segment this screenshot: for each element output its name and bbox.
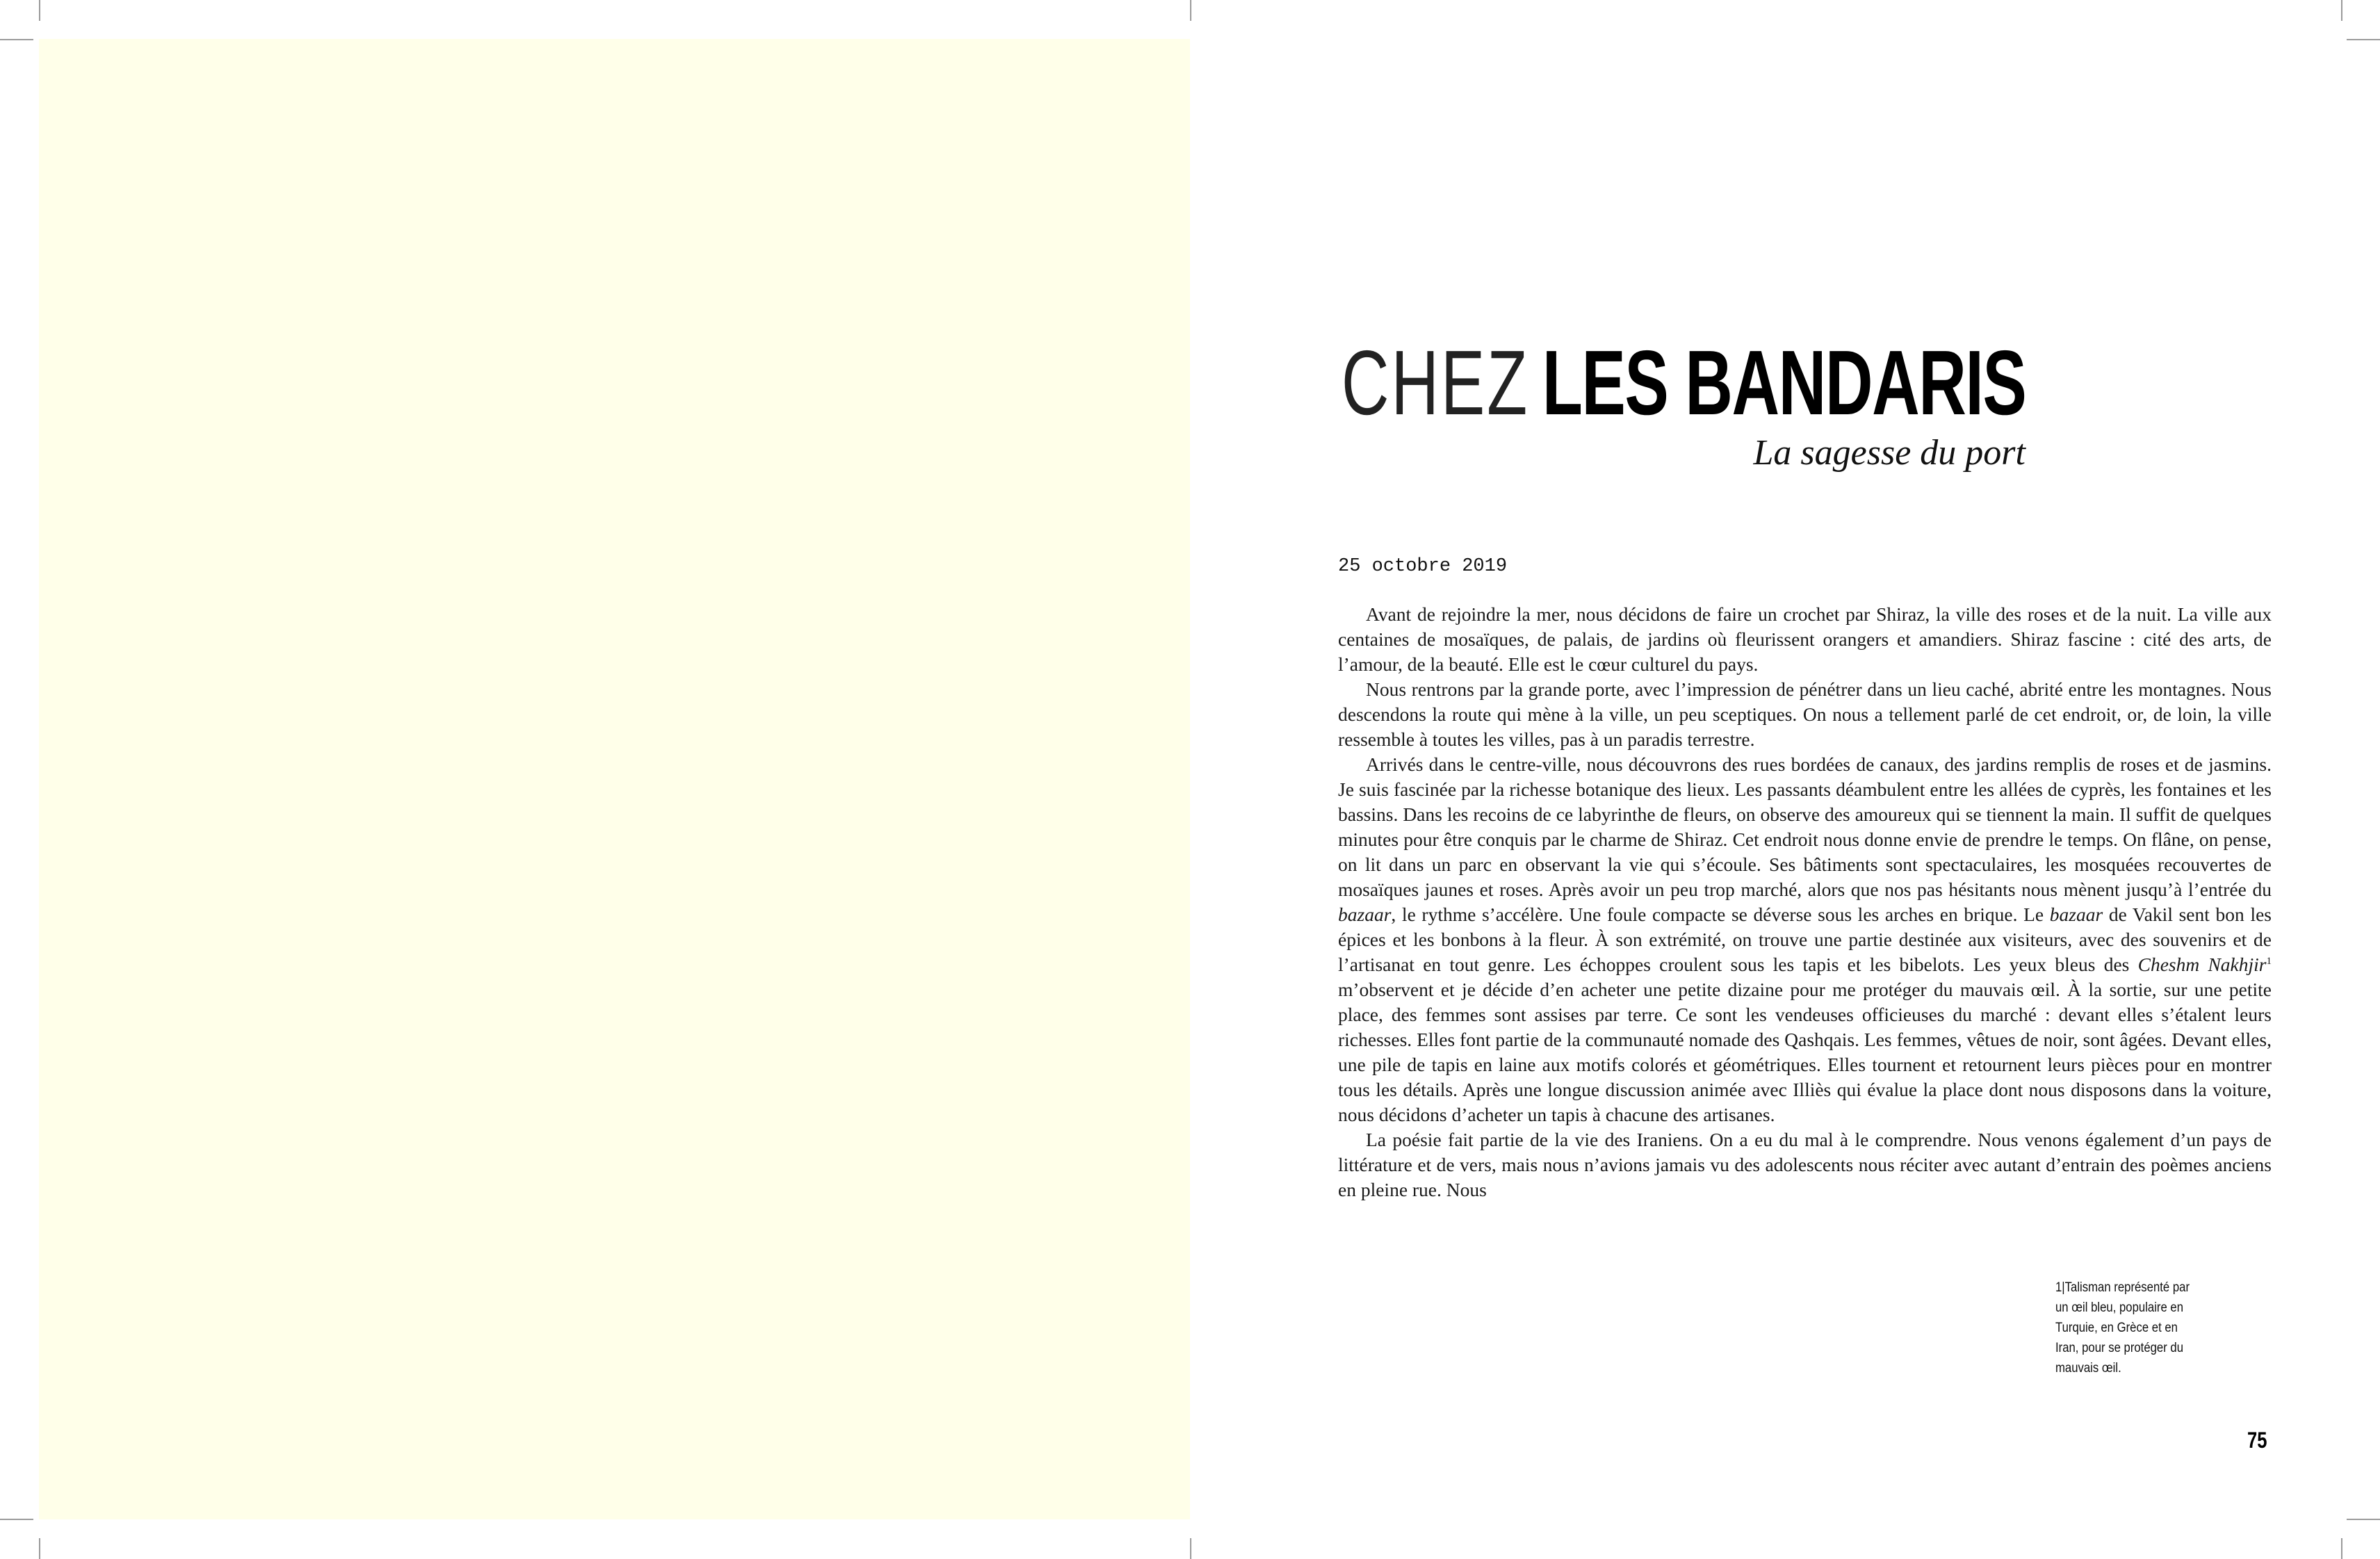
text-segment: La poésie fait partie de la vie des Iraniens. On a eu du mal à le comprendre. Nous venons également d’un pays de littérature et de vers, mais nous n’avions jamais vu des adolescents nous réciter avec autant d’entrain des poèmes anciens en pleine rue. Nous <box>1338 1129 2272 1200</box>
body-text <box>1338 602 2272 1202</box>
chapter-title-light: CHEZ <box>1341 332 1529 434</box>
crop-mark <box>0 39 33 40</box>
footnote <box>2055 1278 2202 1378</box>
crop-mark <box>39 0 40 21</box>
chapter-subtitle: La sagesse du port <box>1753 433 2026 473</box>
text-segment: m’observent et je décide d’en acheter une petite dizaine pour me protéger du mauvais œil. À la sortie, sur une petite place, des femmes sont assises par terre. Ce sont les vendeuses officieuses du marché : devant elles s’étalent leurs richesses. Elles font partie de la communauté nomade des Qashqais. Les femmes, vêtues de noir, sont âgées. Devant elles, une pile de tapis en laine aux motifs colorés et géométriques. Elles tournent et retournent leurs pièces pour en montrer tous les détails. Après une longue discussion animée avec Illiès qui évalue la place dont nous disposons dans la voiture, nous décidons d’acheter un tapis à chacune des artisanes. <box>1338 979 2272 1125</box>
crop-mark <box>0 1519 33 1520</box>
chapter-title <box>1341 332 2026 434</box>
crop-mark <box>2347 39 2380 40</box>
crop-mark <box>1190 0 1191 21</box>
body-paragraph <box>1338 677 2272 752</box>
italic-term: Cheshm Nakhjir <box>2137 954 2267 975</box>
footnote-text: Talisman représenté par un œil bleu, populaire en Turquie, en Grèce et en Iran, pour se protéger du mauvais œil. <box>2055 1280 2190 1376</box>
chapter-title-bold: LES BANDARIS <box>1542 332 2026 434</box>
crop-mark <box>2347 1519 2380 1520</box>
footnote-number: 1 <box>2055 1280 2062 1295</box>
crop-mark <box>39 1538 40 1559</box>
text-segment: , le rythme s’accélère. Une foule compacte se déverse sous les arches en brique. Le <box>1391 904 2050 925</box>
body-paragraph <box>1338 752 2272 1127</box>
page-number: 75 <box>2247 1428 2267 1453</box>
italic-term: bazaar <box>2049 904 2103 925</box>
text-segment: Avant de rejoindre la mer, nous décidons de faire un crochet par Shiraz, la ville des roses et de la nuit. La ville aux centaines de mosaïques, de palais, de jardins où fleurissent orangers et amandiers. Shiraz fascine : cité des arts, de l’amour, de la beauté. Elle est le cœur culturel du pays. <box>1338 603 2272 675</box>
crop-mark <box>2341 1538 2342 1559</box>
text-segment: de Vakil sent bon les épices et les bonbons à la fleur. À son extrémité, on trouve une partie destinée aux visiteurs, avec des souvenirs et de l’artisanat en tout genre. Les échoppes croulent sous les tapis et les bibelots. Les yeux bleus des <box>1338 904 2272 975</box>
body-paragraph <box>1338 1127 2272 1202</box>
footnote-separator: | <box>2062 1280 2065 1295</box>
footnote-reference: 1 <box>2266 955 2272 967</box>
left-page-blank <box>39 39 1190 1519</box>
italic-term: bazaar <box>1338 904 1392 925</box>
body-paragraph <box>1338 602 2272 677</box>
text-segment: Nous rentrons par la grande porte, avec l’impression de pénétrer dans un lieu caché, abrité entre les montagnes. Nous descendons la route qui mène à la ville, un peu sceptiques. On nous a tellement parlé de cet endroit, or, de loin, la ville ressemble à toutes les villes, pas à un paradis terrestre. <box>1338 678 2272 750</box>
entry-date: 25 octobre 2019 <box>1338 556 1508 577</box>
crop-mark <box>1190 1538 1191 1559</box>
crop-mark <box>2341 0 2342 21</box>
text-segment: Arrivés dans le centre-ville, nous découvrons des rues bordées de canaux, des jardins remplis de roses et de jasmins. Je suis fascinée par la richesse botanique des lieux. Les passants déambulent entre les allées de cyprès, les fontaines et les bassins. Dans les recoins de ce labyrinthe de fleurs, on observe des amoureux qui se tiennent la main. Il suffit de quelques minutes pour être conquis par le charme de Shiraz. Cet endroit nous donne envie de prendre le temps. On flâne, on pense, on lit dans un parc en observant la vie qui s’écoule. Ses bâtiments sont spectaculaires, les mosquées recouvertes de mosaïques jaunes et roses. Après avoir un peu trop marché, alors que nos pas hésitants nous mènent jusqu’à l’entrée du <box>1338 753 2272 900</box>
